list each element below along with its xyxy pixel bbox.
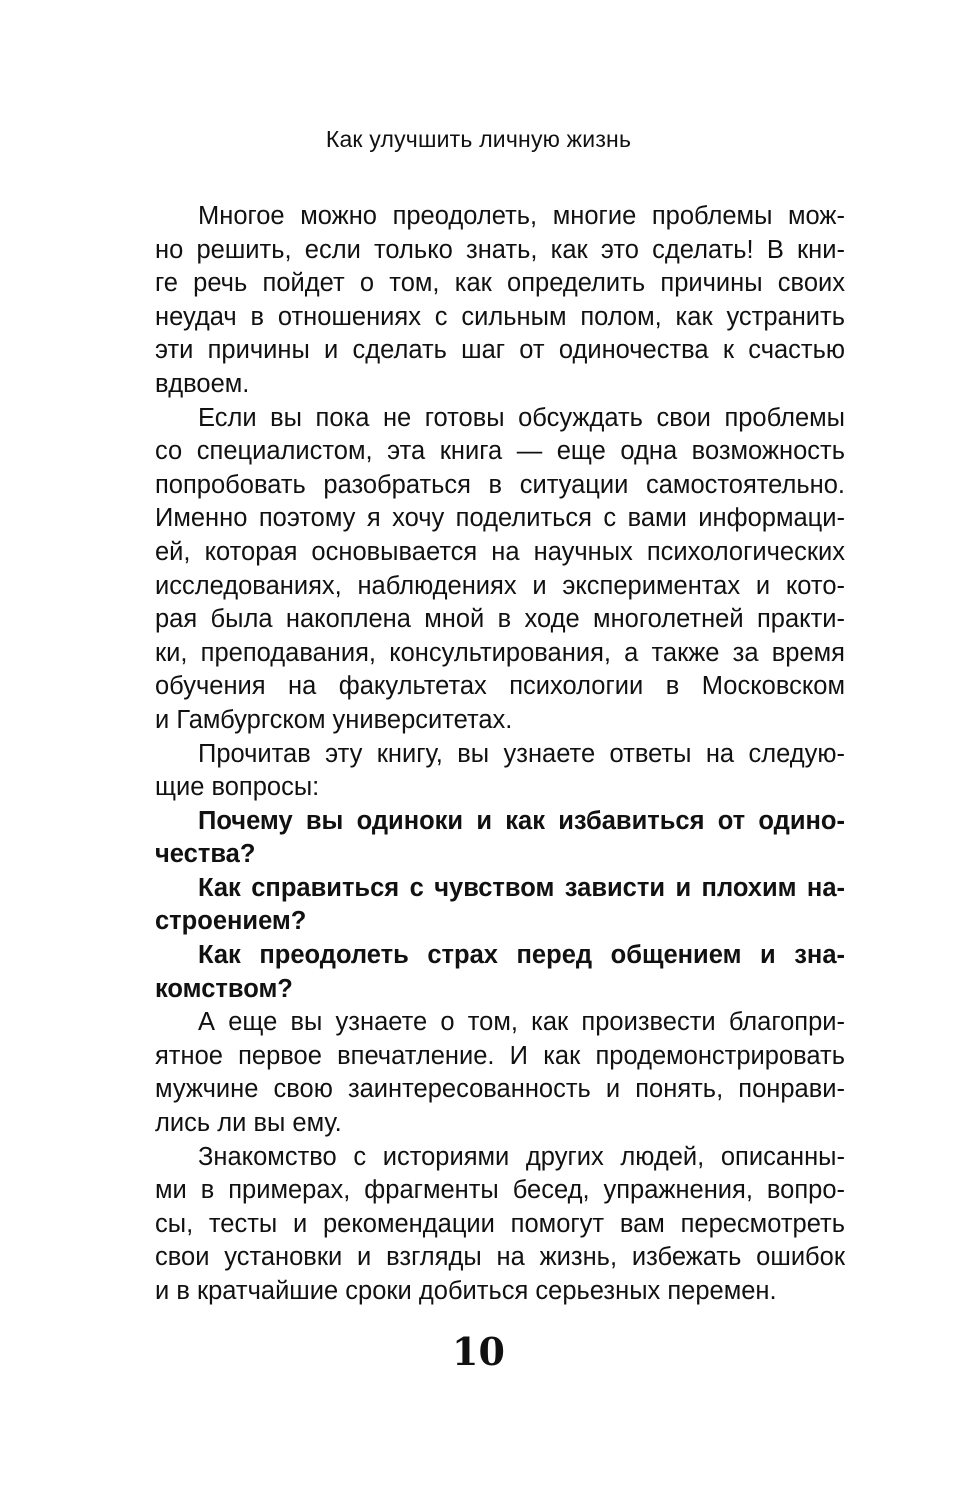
text-line: рая была накоплена мной в ходе многолетней практи- bbox=[155, 605, 845, 634]
bold-question bbox=[155, 805, 845, 872]
paragraph bbox=[155, 402, 845, 738]
text-line: но решить, если только знать, как это сделать! В кни- bbox=[155, 235, 845, 264]
text-line: Почему вы одиноки и как избавиться от одино- bbox=[198, 806, 845, 835]
text-line: Если вы пока не готовы обсуждать свои проблемы bbox=[198, 403, 845, 432]
text-line: А еще вы узнаете о том, как произвести благопри- bbox=[198, 1008, 845, 1037]
text-line: попробовать разобраться в ситуации самостоятельно. bbox=[155, 470, 845, 499]
bold-question bbox=[155, 939, 845, 1006]
text-line: ей, которая основывается на научных психологических bbox=[155, 537, 845, 566]
text-line: неудач в отношениях с сильным полом, как устранить bbox=[155, 302, 845, 331]
text-line: щие вопросы: bbox=[155, 773, 320, 802]
text-line: ми в примерах, фрагменты бесед, упражнения, вопро- bbox=[155, 1176, 845, 1205]
text-line: ге речь пойдет о том, как определить причины своих bbox=[155, 269, 845, 298]
text-line: комством? bbox=[155, 974, 293, 1003]
text-line: Прочитав эту книгу, вы узнаете ответы на следую- bbox=[198, 739, 845, 768]
paragraph bbox=[155, 738, 845, 805]
paragraph bbox=[155, 1006, 845, 1140]
text-line: со специалистом, эта книга — еще одна возможность bbox=[155, 437, 845, 466]
text-line: сы, тесты и рекомендации помогут вам пересмотреть bbox=[155, 1209, 845, 1238]
text-line: и Гамбургском университетах. bbox=[155, 705, 513, 734]
text-line: строением? bbox=[155, 907, 307, 936]
text-line: Как преодолеть страх перед общением и зна- bbox=[198, 941, 845, 970]
bold-question bbox=[155, 872, 845, 939]
text-line: ятное первое впечатление. И как продемонстрировать bbox=[155, 1041, 845, 1070]
text-line: лись ли вы ему. bbox=[155, 1109, 342, 1138]
text-line: исследованиях, наблюдениях и экспериментах и кото- bbox=[155, 571, 845, 600]
text-line: Знакомство с историями других людей, описанны- bbox=[198, 1142, 845, 1171]
paragraph bbox=[155, 200, 845, 402]
body-text bbox=[155, 200, 845, 1309]
running-head: Как улучшить личную жизнь bbox=[325, 126, 632, 152]
text-line: обучения на факультетах психологии в Московском bbox=[155, 672, 845, 701]
text-line: и в кратчайшие сроки добиться серьезных перемен. bbox=[155, 1277, 777, 1305]
page-number: 10 bbox=[452, 1329, 505, 1374]
text-line: вдвоем. bbox=[155, 369, 250, 398]
paragraph bbox=[155, 1141, 845, 1309]
text-line: ки, преподавания, консультирования, а также за время bbox=[155, 638, 845, 667]
text-line: Многое можно преодолеть, многие проблемы мож- bbox=[198, 202, 845, 230]
text-line: эти причины и сделать шаг от одиночества к счастью bbox=[155, 336, 845, 365]
text-line: свои установки и взгляды на жизнь, избежать ошибок bbox=[155, 1243, 845, 1272]
text-line: Как справиться с чувством зависти и плохим на- bbox=[198, 873, 845, 902]
text-line: чества? bbox=[155, 840, 256, 869]
text-line: мужчине свою заинтересованность и понять, понрави- bbox=[155, 1075, 845, 1104]
text-line: Именно поэтому я хочу поделиться с вами информаци- bbox=[155, 504, 845, 533]
